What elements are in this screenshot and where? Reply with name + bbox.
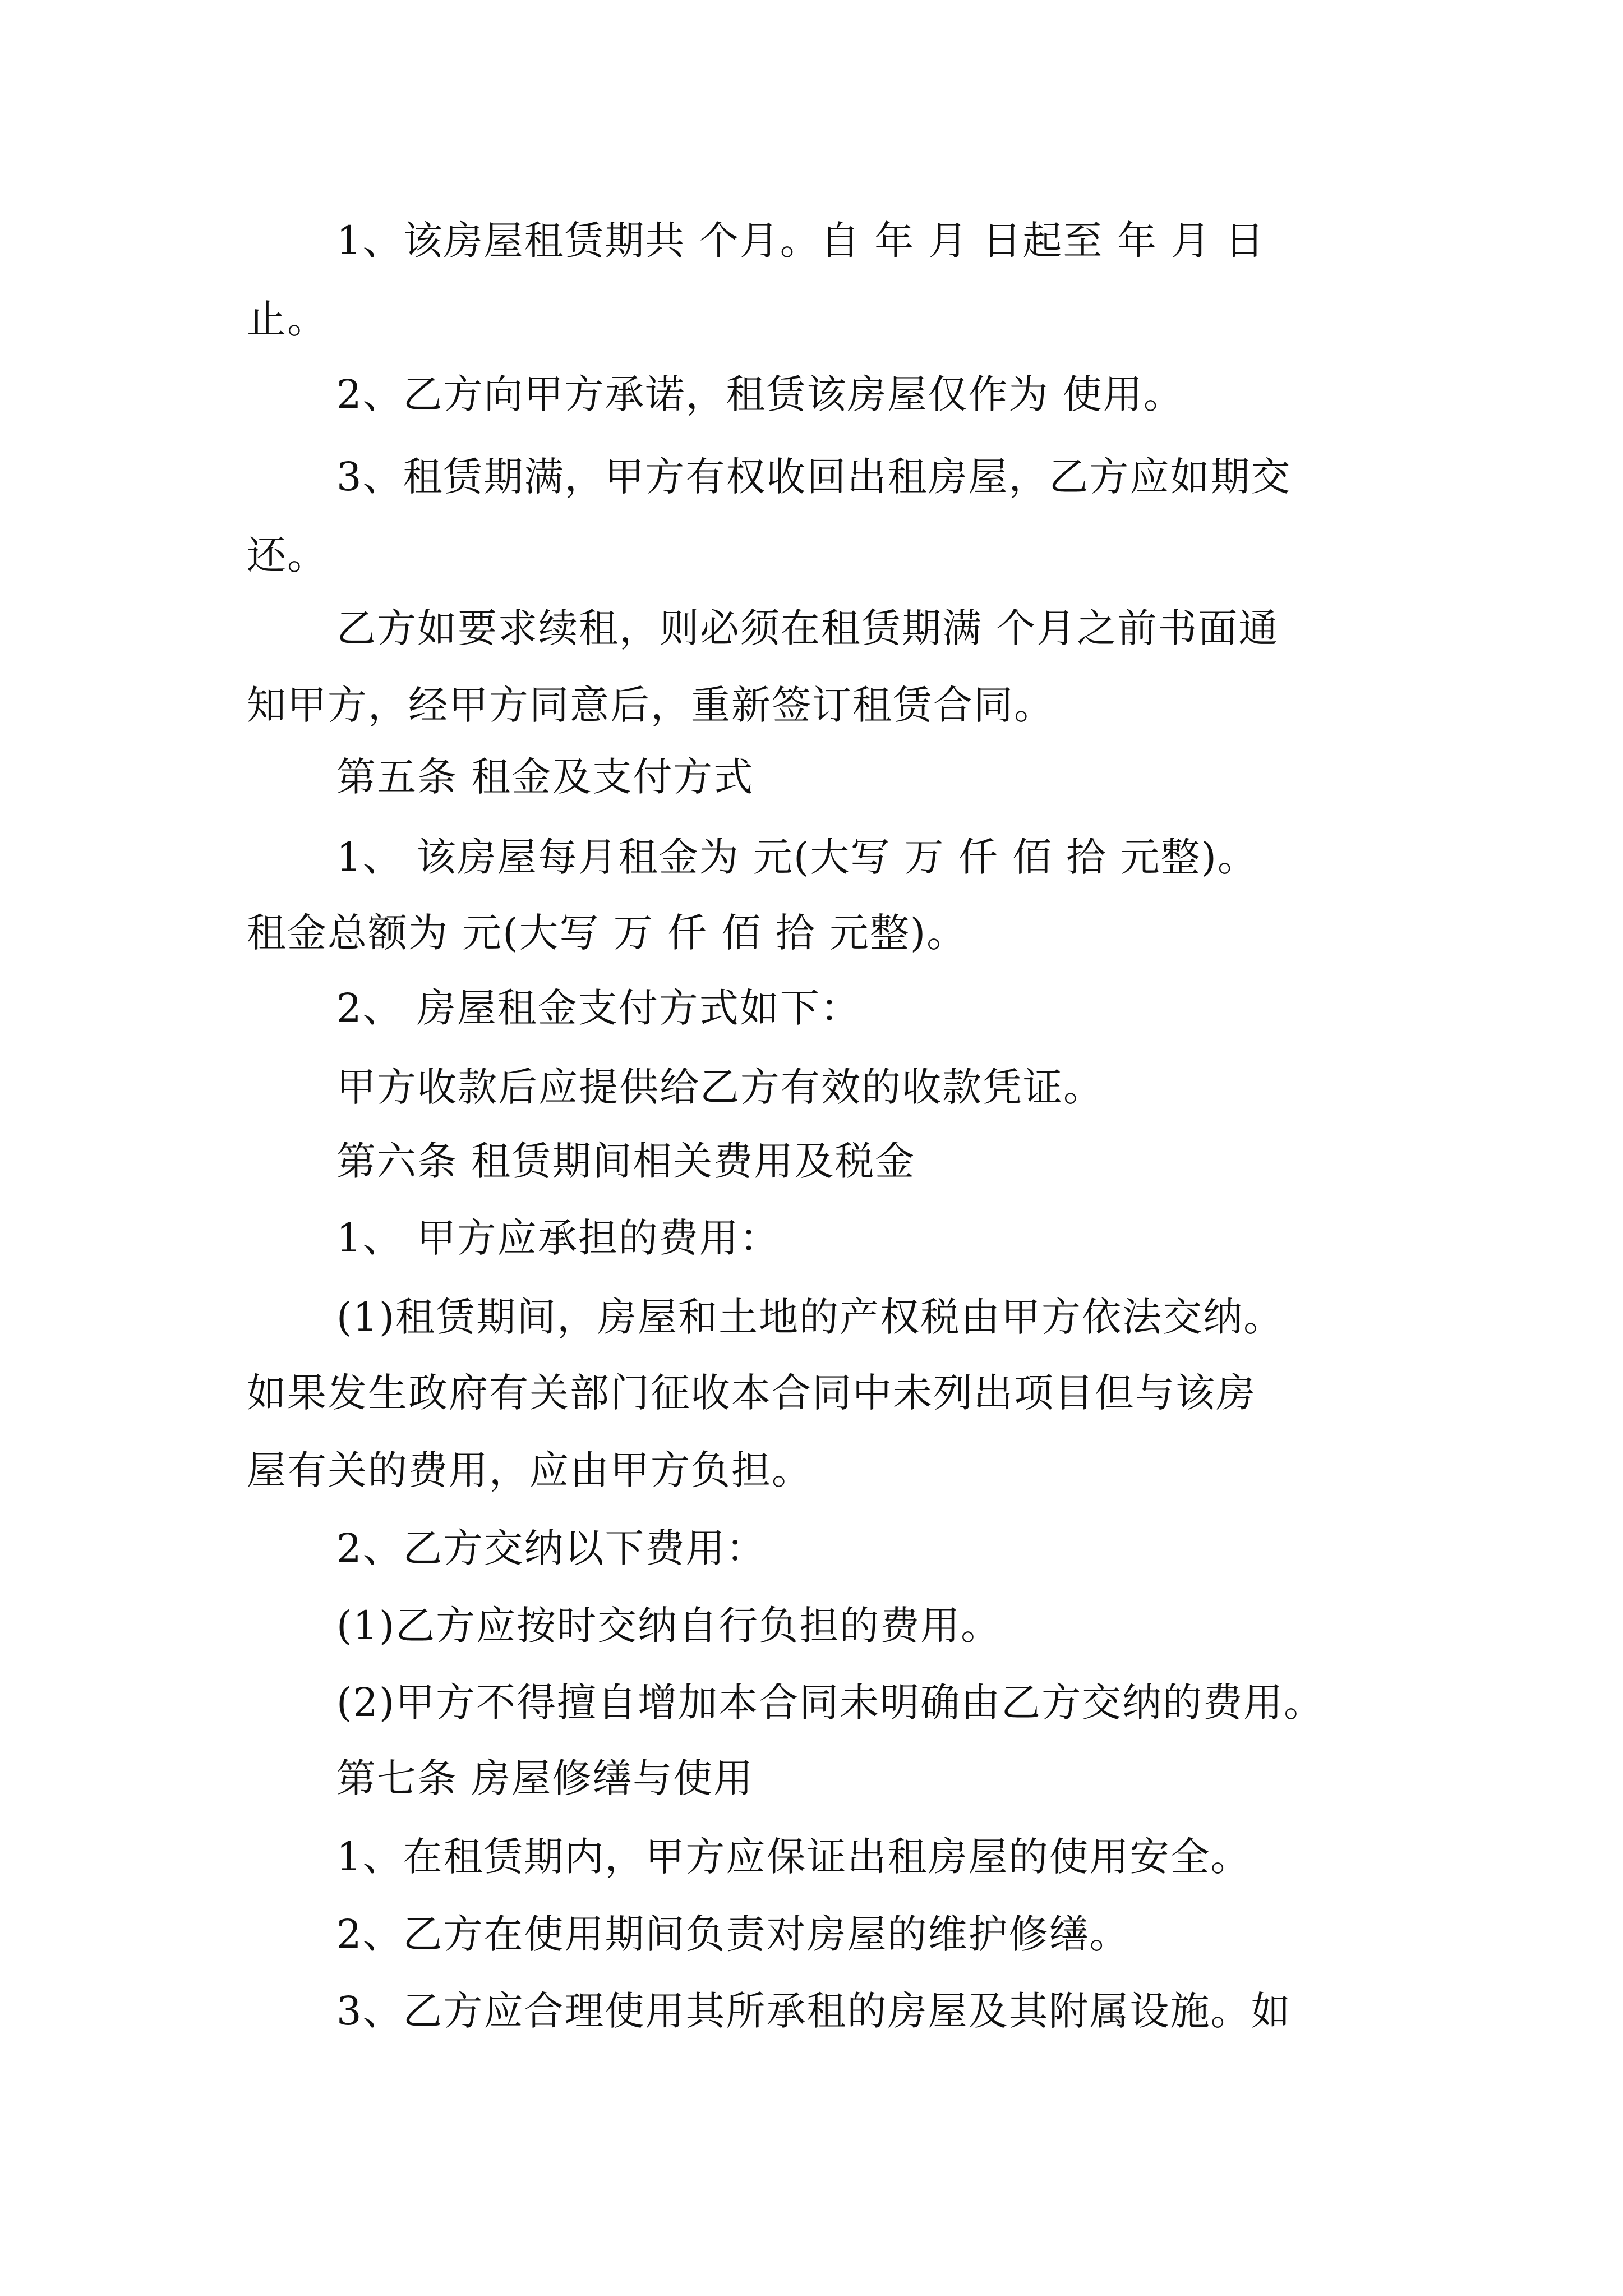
text-line: 2、乙方向甲方承诺，租赁该房屋仅作为 使用。 [336,371,1184,417]
text-line: 3、乙方应合理使用其所承租的房屋及其附属设施。如 [336,1988,1292,2034]
text-line: (1)租赁期间，房屋和土地的产权税由甲方依法交纳。 [336,1294,1284,1340]
text-line: 2、乙方交纳以下费用： [336,1525,767,1571]
text-line: 知甲方，经甲方同意后，重新签订租赁合同。 [247,682,1054,728]
text-line: 1、 甲方应承担的费用： [336,1215,780,1261]
section-heading: 第五条 租金及支付方式 [336,754,754,800]
text-line: 屋有关的费用，应由甲方负担。 [247,1447,812,1493]
text-line: 1、在租赁期内，甲方应保证出租房屋的使用安全。 [336,1834,1251,1880]
text-line: 3、租赁期满，甲方有权收回出租房屋，乙方应如期交 [336,454,1292,500]
section-heading: 第七条 房屋修缮与使用 [336,1755,754,1801]
text-line: 如果发生政府有关部门征收本合同中未列出项目但与该房 [247,1370,1256,1416]
text-line: 1、 该房屋每月租金为 元(大写 万 仟 佰 拾 元整)。 [336,834,1258,880]
text-line: 1、该房屋租赁期共 个月。自 年 月 日起至 年 月 日 [336,218,1266,264]
text-line: (2)甲方不得擅自增加本合同未明确由乙方交纳的费用。 [336,1680,1325,1726]
section-heading: 第六条 租赁期间相关费用及税金 [336,1138,916,1184]
text-line: 还。 [247,532,328,578]
text-line: (1)乙方应按时交纳自行负担的费用。 [336,1603,1002,1649]
text-line: 2、乙方在使用期间负责对房屋的维护修缮。 [336,1911,1130,1957]
text-line: 租金总额为 元(大写 万 仟 佰 拾 元整)。 [247,910,967,956]
text-line: 止。 [247,296,328,342]
text-line: 乙方如要求续租，则必须在租赁期满 个月之前书面通 [336,605,1279,651]
text-line: 2、 房屋租金支付方式如下： [336,985,861,1031]
text-line: 甲方收款后应提供给乙方有效的收款凭证。 [336,1064,1104,1110]
